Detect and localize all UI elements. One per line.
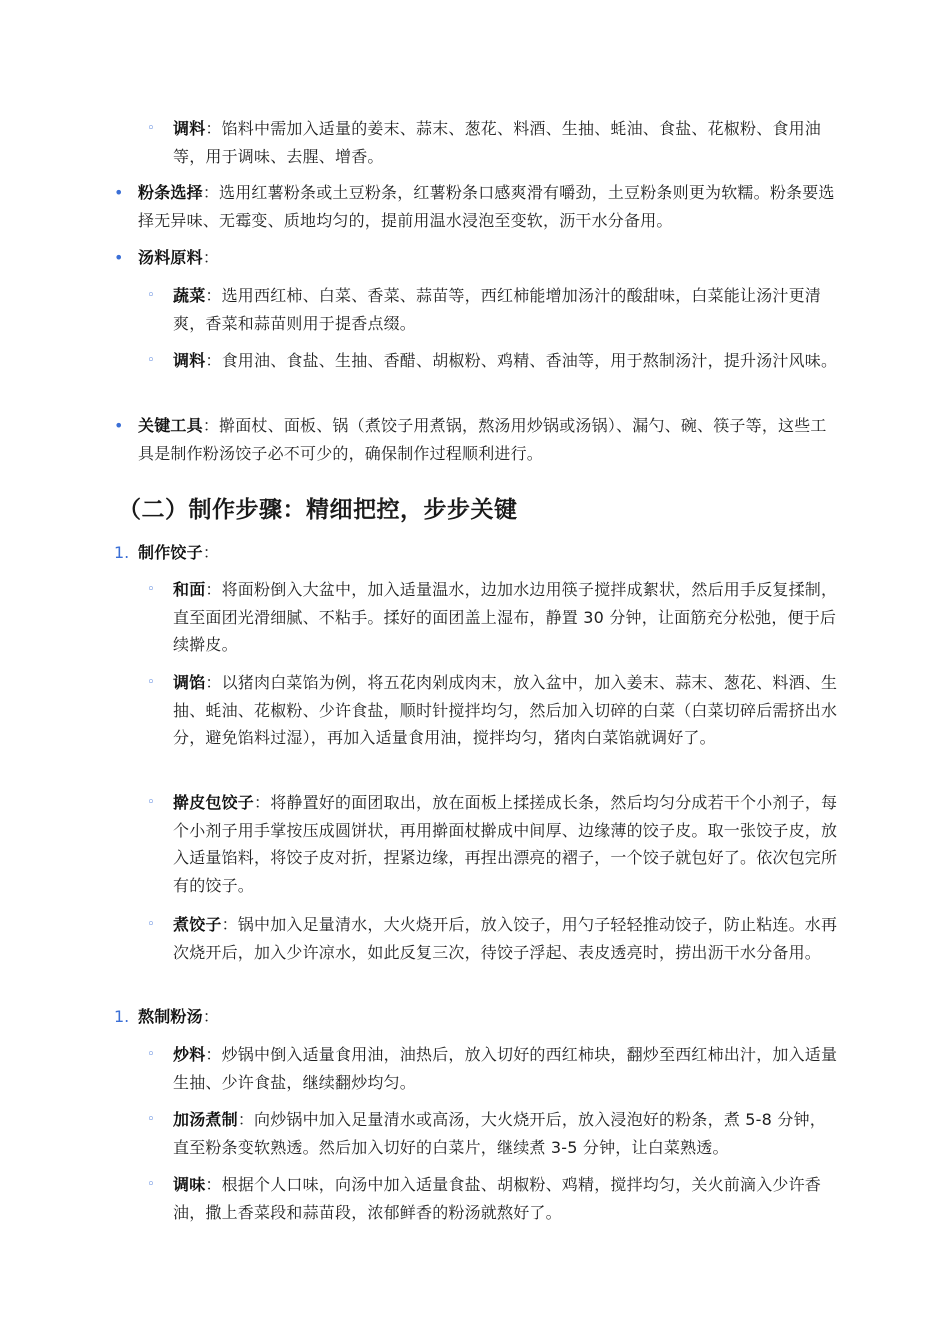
- item-label: 汤料原料: [138, 248, 203, 267]
- item-label: 粉条选择: [138, 183, 203, 202]
- step-text: ：: [202, 543, 220, 562]
- item-text: ：: [202, 248, 220, 267]
- item-text: ：选用红薯粉条或土豆粉条，红薯粉条口感爽滑有嚼劲，土豆粉条则更为软糯。粉条要选择无异味、无霉变、质地均匀的，提前用温水浸泡至变软，沥干水分备用。: [138, 183, 835, 230]
- item-text: ：向炒锅中加入足量清水或高汤，大火烧开后，放入浸泡好的粉条，煮 5-8 分钟，直至粉条变软熟透。然后加入切好的白菜片，继续煮 3-5 分钟，让白菜熟透。: [173, 1110, 826, 1157]
- item-label: 擀皮包饺子: [173, 793, 255, 812]
- item-label: 蔬菜: [173, 286, 206, 305]
- substep-wrap: [173, 789, 838, 899]
- sub-bullet-icon: ◦: [147, 582, 155, 597]
- item-text: ：以猪肉白菜馅为例，将五花肉剁成肉末，放入盆中，加入姜末、蒜末、葱花、料酒、生抽、蚝油、花椒粉、少许食盐，顺时针搅拌均匀，然后加入切碎的白菜（白菜切碎后需挤出水分，避免馅料过湿），再加入适量食用油，搅拌均匀，猪肉白菜馅就调好了。: [173, 673, 838, 747]
- bullet-icon: •: [114, 416, 124, 435]
- bullet-icon: •: [114, 248, 124, 267]
- substep-knead: [173, 576, 838, 659]
- item-label: 和面: [173, 580, 206, 599]
- list-item-noodles: [138, 179, 838, 234]
- sub-bullet-icon: ◦: [147, 353, 155, 368]
- step-number: 1.: [114, 543, 130, 562]
- substep-season: [173, 1171, 838, 1226]
- item-text: ：将静置好的面团取出，放在面板上揉搓成长条，然后均匀分成若干个小剂子，每个小剂子用手掌按压成圆饼状，再用擀面杖擀成中间厚、边缘薄的饺子皮。取一张饺子皮，放入适量馅料，将饺子皮对折，捏紧边缘，再捏出漂亮的褶子，一个饺子就包好了。依次包完所有的饺子。: [173, 793, 838, 895]
- step-make-dumplings: [138, 539, 838, 567]
- item-label: 调味: [173, 1175, 206, 1194]
- sub-bullet-icon: ◦: [147, 795, 155, 810]
- substep-stirfry: [173, 1041, 838, 1096]
- list-item-vegetables: [173, 282, 838, 337]
- sub-bullet-icon: ◦: [147, 675, 155, 690]
- step-number: 1.: [114, 1007, 130, 1026]
- item-label: 煮饺子: [173, 915, 222, 934]
- list-item-seasoning: [173, 115, 838, 170]
- item-label: 调料: [173, 119, 206, 138]
- bullet-icon: •: [114, 183, 124, 202]
- step-label: 熬制粉汤: [138, 1007, 203, 1026]
- sub-bullet-icon: ◦: [147, 288, 155, 303]
- item-text: ：馅料中需加入适量的姜末、蒜末、葱花、料酒、生抽、蚝油、食盐、花椒粉、食用油等，用于调味、去腥、增香。: [173, 119, 822, 166]
- substep-add-soup: [173, 1106, 838, 1161]
- list-item-soup-materials: [138, 244, 838, 272]
- sub-bullet-icon: ◦: [147, 917, 155, 932]
- item-label: 加汤煮制: [173, 1110, 238, 1129]
- item-label: 调馅: [173, 673, 206, 692]
- item-text: ：锅中加入足量清水，大火烧开后，放入饺子，用勺子轻轻推动饺子，防止粘连。水再次烧开后，加入少许凉水，如此反复三次，待饺子浮起、表皮透亮时，捞出沥干水分备用。: [173, 915, 838, 962]
- item-text: ：食用油、食盐、生抽、香醋、胡椒粉、鸡精、香油等，用于熬制汤汁，提升汤汁风味。: [205, 351, 838, 370]
- item-label: 炒料: [173, 1045, 206, 1064]
- list-item-soup-seasoning: [173, 347, 838, 375]
- sub-bullet-icon: ◦: [147, 1047, 155, 1062]
- substep-filling: [173, 669, 838, 752]
- step-make-soup: [138, 1003, 838, 1031]
- item-text: ：选用西红柿、白菜、香菜、蒜苗等，西红柿能增加汤汁的酸甜味，白菜能让汤汁更清爽，香菜和蒜苗则用于提香点缀。: [173, 286, 822, 333]
- item-label: 关键工具: [138, 416, 203, 435]
- section-heading: （二）制作步骤：精细把控，步步关键: [118, 497, 518, 523]
- step-text: ：: [202, 1007, 220, 1026]
- item-text: ：将面粉倒入大盆中，加入适量温水，边加水边用筷子搅拌成絮状，然后用手反复揉制，直至面团光滑细腻、不粘手。揉好的面团盖上湿布，静置 30 分钟，让面筋充分松弛，便于后续擀皮。: [173, 580, 838, 654]
- substep-boil: [173, 911, 838, 966]
- list-item-tools: [138, 412, 838, 467]
- item-label: 调料: [173, 351, 206, 370]
- sub-bullet-icon: ◦: [147, 1177, 155, 1192]
- item-text: ：炒锅中倒入适量食用油，油热后，放入切好的西红柿块，翻炒至西红柿出汁，加入适量生抽、少许食盐，继续翻炒均匀。: [173, 1045, 838, 1092]
- item-text: ：根据个人口味，向汤中加入适量食盐、胡椒粉、鸡精，搅拌均匀，关火前滴入少许香油，撒上香菜段和蒜苗段，浓郁鲜香的粉汤就熬好了。: [173, 1175, 822, 1222]
- sub-bullet-icon: ◦: [147, 1112, 155, 1127]
- step-label: 制作饺子: [138, 543, 203, 562]
- sub-bullet-icon: ◦: [147, 121, 155, 136]
- item-text: ：擀面杖、面板、锅（煮饺子用煮锅，熬汤用炒锅或汤锅）、漏勺、碗、筷子等，这些工具是制作粉汤饺子必不可少的，确保制作过程顺利进行。: [138, 416, 827, 463]
